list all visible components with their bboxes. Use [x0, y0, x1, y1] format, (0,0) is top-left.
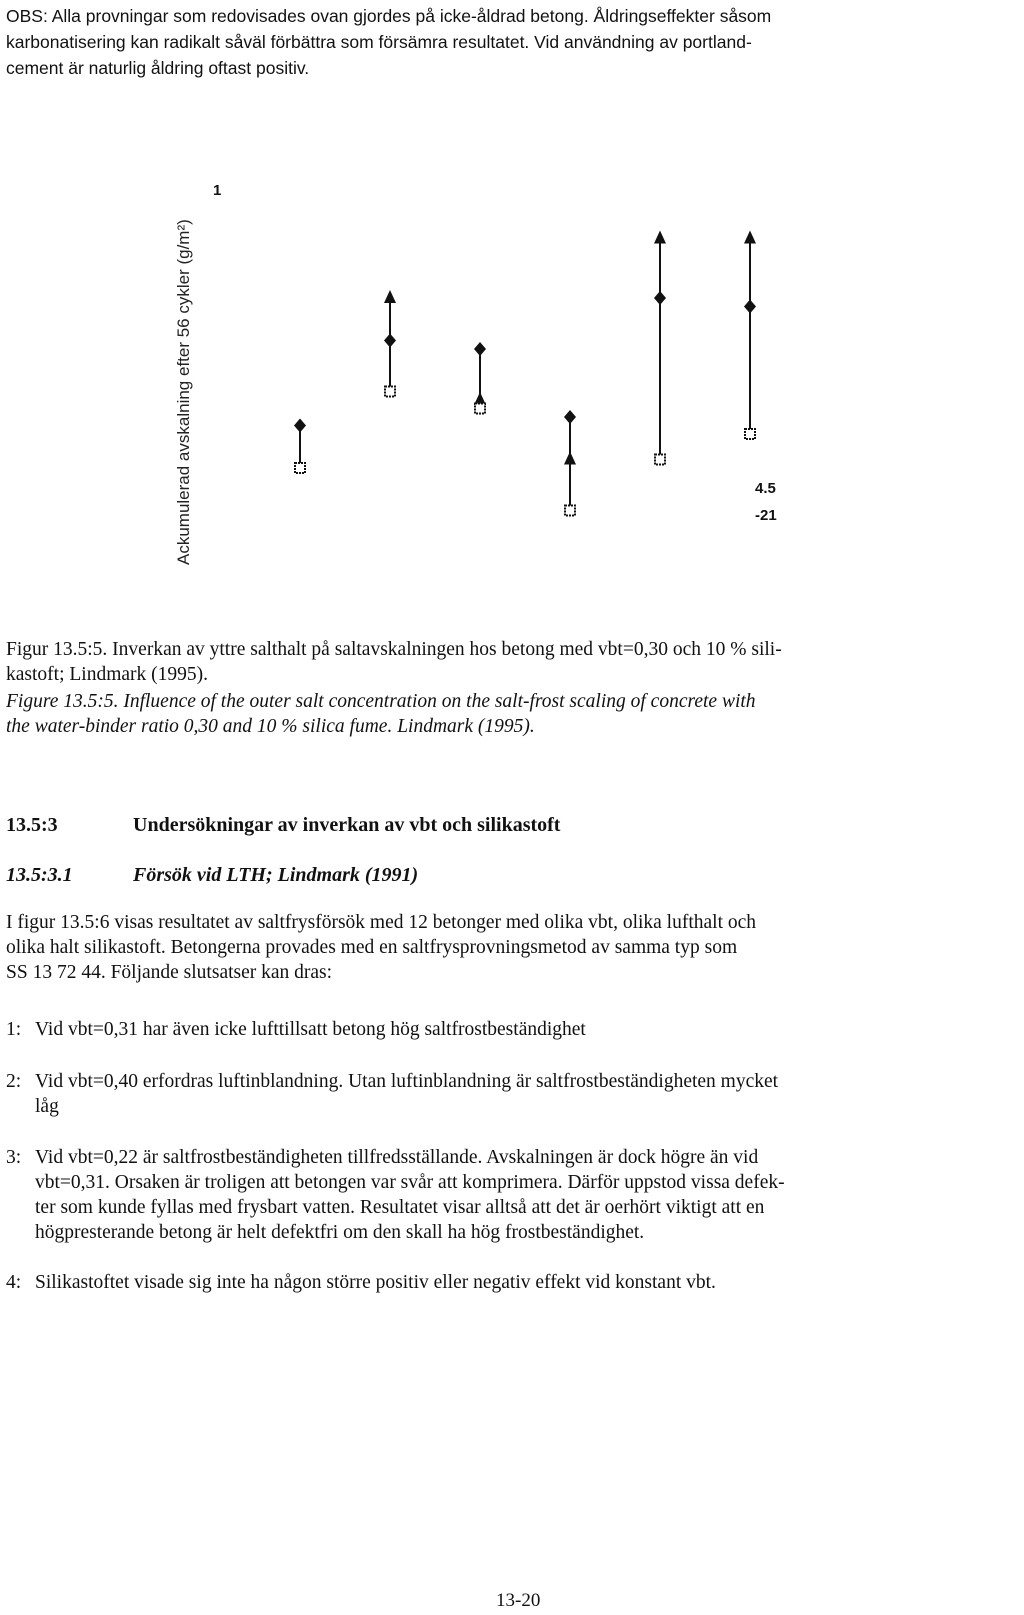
- square-marker: [745, 429, 755, 439]
- obs-note-line: OBS: Alla provningar som redovisades ovan gjordes på icke-åldrad betong. Åldringseffekter såsom: [6, 6, 772, 26]
- finding-line: Vid vbt=0,40 erfordras luftinblandning. Utan luftinblandning är saltfrostbeständigheten mycket: [35, 1071, 779, 1092]
- scatter-figure: [160, 100, 860, 600]
- bottom-right-label-2: -21: [755, 507, 777, 524]
- top-left-label: 1: [213, 182, 222, 199]
- diamond-marker: [744, 300, 756, 314]
- finding-line: vbt=0,31. Orsaken är troligen att betongen var svår att komprimera. Därför uppstod vissa defek-: [35, 1172, 785, 1193]
- body-line: I figur 13.5:6 visas resultatet av saltfrysförsök med 12 betonger med olika vbt, olika lufthalt och: [6, 912, 757, 933]
- finding-number: 2:: [6, 1071, 22, 1092]
- caption-sv-line: Figur 13.5:5. Inverkan av yttre salthalt på saltavskalningen hos betong med vbt=0,30 och 10 % sili-: [6, 639, 782, 660]
- finding-line: högpresterande betong är helt defektfri om den skall ha hög frostbeständighet.: [35, 1222, 645, 1243]
- finding-number: 1:: [6, 1019, 22, 1040]
- chart-marks: [294, 231, 756, 516]
- body-line: SS 13 72 44. Följande slutsatser kan dras:: [6, 962, 333, 983]
- diamond-marker: [384, 334, 396, 348]
- square-marker: [475, 404, 485, 414]
- chart-canvas: [160, 100, 860, 600]
- diamond-marker: [474, 342, 486, 356]
- finding-number: 3:: [6, 1147, 22, 1168]
- y-axis-label: Ackumulerad avskalning efter 56 cykler (g/m²): [174, 219, 193, 565]
- finding-number: 4:: [6, 1272, 22, 1293]
- section-heading: [6, 812, 560, 838]
- finding-item: [6, 1017, 586, 1042]
- square-marker: [295, 463, 305, 473]
- finding-item: [6, 1270, 716, 1295]
- bottom-right-label-1: 4.5: [755, 480, 776, 497]
- square-marker: [565, 506, 575, 516]
- square-marker: [385, 387, 395, 397]
- section-number: 13.5:3: [6, 814, 58, 836]
- triangle-marker: [384, 290, 396, 303]
- subsection-title: Försök vid LTH; Lindmark (1991): [133, 864, 419, 886]
- obs-note-line: cement är naturlig åldring oftast positiv.: [6, 58, 310, 78]
- section-title: Undersökningar av inverkan av vbt och silikastoft: [133, 814, 561, 836]
- diamond-marker: [654, 291, 666, 305]
- finding-line: Silikastoftet visade sig inte ha någon större positiv eller negativ effekt vid konstant vbt.: [35, 1272, 716, 1293]
- caption-en-line: the water-binder ratio 0,30 and 10 % silica fume. Lindmark (1995).: [6, 716, 535, 737]
- obs-note-line: karbonatisering kan radikalt såväl förbättra som försämra resultatet. Vid användning av portland-: [6, 32, 752, 52]
- finding-line: Vid vbt=0,31 har även icke lufttillsatt betong hög saltfrostbeständighet: [35, 1019, 586, 1040]
- finding-line: ter som kunde fyllas med frysbart vatten. Resultatet visar alltså att det är oerhört viktigt att en: [35, 1197, 765, 1218]
- triangle-marker: [654, 231, 666, 244]
- subsection-number: 13.5:3.1: [6, 864, 73, 886]
- diamond-marker: [294, 419, 306, 433]
- subsection-heading: [6, 862, 418, 888]
- caption-en-line: Figure 13.5:5. Influence of the outer salt concentration on the salt-frost scaling of concrete with: [6, 691, 756, 712]
- finding-line: låg: [35, 1096, 59, 1117]
- square-marker: [655, 455, 665, 465]
- triangle-marker: [744, 231, 756, 244]
- page-number: 13-20: [496, 1590, 541, 1611]
- finding-line: Vid vbt=0,22 är saltfrostbeständigheten tillfredsställande. Avskalningen är dock högre än vid: [35, 1147, 759, 1168]
- finding-item: [6, 1069, 778, 1119]
- body-line: olika halt silikastoft. Betongerna provades med en saltfrysprovningsmetod av samma typ som: [6, 937, 738, 958]
- triangle-marker: [564, 452, 576, 465]
- diamond-marker: [564, 410, 576, 424]
- finding-item: [6, 1145, 785, 1245]
- caption-sv-line: kastoft; Lindmark (1995).: [6, 664, 208, 685]
